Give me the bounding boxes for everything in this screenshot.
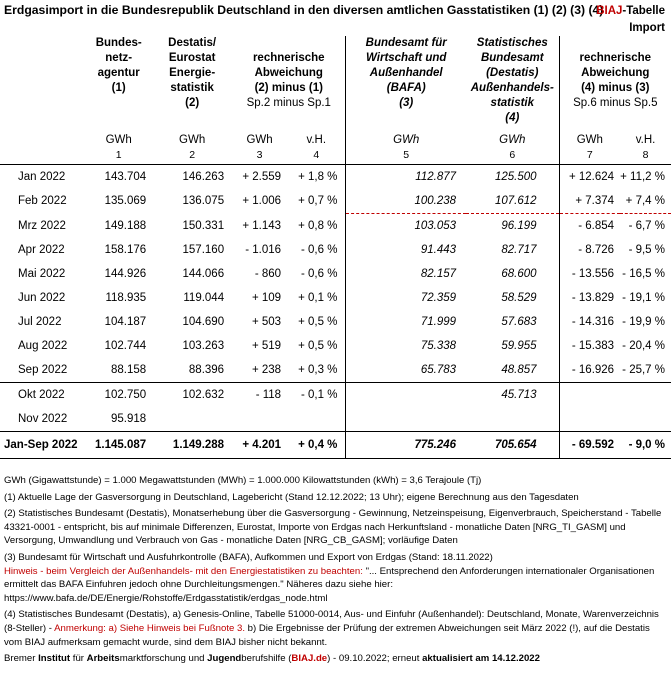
table-row — [0, 383, 671, 408]
cell-col5 — [346, 383, 466, 408]
cell-col4: + 1,8 % — [298, 171, 338, 183]
cell-col3: + 519 — [251, 340, 282, 352]
cell-col3: - 860 — [254, 268, 282, 280]
cell-col6: 82.717 — [501, 244, 537, 256]
row-month: Nov 2022 — [18, 413, 68, 425]
header-col2: Destatis/ Eurostat Energie- statistik (2) — [168, 37, 217, 109]
row-month: Mrz 2022 — [18, 219, 66, 232]
table-row — [0, 334, 671, 358]
colnum-row: 1 2 3 4 5 6 7 8 — [0, 146, 671, 165]
cell-col6: 57.683 — [501, 316, 537, 328]
cell-col2: 150.331 — [182, 219, 225, 232]
cell-col2: 104.690 — [182, 316, 225, 328]
cell-col7: - 14.316 — [559, 310, 620, 334]
cell-col3: - 118 — [232, 383, 287, 408]
cell-col4: + 0,5 % — [298, 340, 338, 352]
note-4-remark: Anmerkung: a) Siehe Hinweis bei Fußnote 3. — [54, 622, 246, 634]
row-month: Sep 2022 — [18, 364, 68, 376]
cell-col6: 96.199 — [501, 220, 537, 232]
footer-link: BIAJ.de — [291, 653, 328, 665]
cell-col7 — [559, 407, 620, 432]
table-row — [0, 407, 671, 432]
unit-6: GWh — [499, 134, 526, 146]
cell-col3: + 2.559 — [242, 171, 282, 183]
cell-col2: 103.263 — [182, 340, 225, 352]
cell-col6: 68.600 — [501, 268, 537, 280]
cell-col8: - 6,7 % — [628, 220, 665, 232]
cell-col2: 88.396 — [188, 364, 225, 376]
table-row — [0, 165, 671, 190]
row-month: Jul 2022 — [18, 316, 62, 328]
cell-col1: 95.918 — [111, 413, 147, 425]
gas-import-table — [0, 36, 671, 459]
cell-col7: + 7.374 — [559, 189, 620, 214]
unit-2: GWh — [179, 134, 206, 146]
header-row — [0, 36, 671, 126]
cell-col6: 59.955 — [501, 340, 537, 352]
cell-col3: + 503 — [251, 316, 282, 328]
cell-col5: 100.238 — [346, 189, 466, 214]
cell-col8: - 19,9 % — [622, 316, 665, 328]
cell-col2: 119.044 — [183, 292, 225, 304]
cell-col6: 125.500 — [494, 171, 537, 183]
cell-col8: + 7,4 % — [620, 189, 671, 214]
cell-col7 — [559, 383, 620, 408]
note-4: (4) Statistisches Bundesamt (Destatis), a) Genesis-Online, Tabelle 51000-0014, Aus- und Einfuhr (Außenhandel): Deutschland, Monate, Warenverzeichnis (8-Steller) - Anmerkung: a) Siehe Hinweis bei Fußnote 3. b) Die Ergebnisse der Prüfung der extremen Abweichungen seit März 2022 (!), auf die Destatis vom BIAJ aufmerksam gemacht wurde, sind dem BIAJ bisher nicht bekannt. — [4, 609, 659, 648]
cell-col6: 45.713 — [466, 383, 559, 408]
cell-col5: 91.443 — [346, 238, 466, 262]
cell-col8: - 9,5 % — [628, 244, 665, 256]
table-row — [0, 238, 671, 262]
cell-col1: 104.187 — [104, 316, 147, 328]
row-month: Mai 2022 — [18, 268, 66, 280]
header-col78: rechnerische Abweichung (4) minus (3) Sp.6 minus Sp.5 — [559, 36, 671, 126]
cell-col8 — [620, 383, 671, 408]
cell-col5: 103.053 — [346, 214, 466, 239]
page-title: Erdgasimport in die Bundesrepublik Deutschland in den diversen amtlichen Gasstatistiken (1) (2) (3) (4) — [4, 3, 604, 17]
cell-col4: - 0,6 % — [300, 244, 338, 256]
cell-col2: 136.075 — [182, 195, 225, 208]
footer-source: Bremer Institut für Arbeitsmarktforschung und Jugendberufshilfe (BIAJ.de) - 09.10.2022; erneut aktualisiert am 14.12.2022 — [4, 653, 540, 665]
cell-col3: + 1.143 — [242, 219, 282, 232]
cell-col7: - 15.383 — [559, 334, 620, 358]
cell-col4: + 0,8 % — [298, 219, 338, 232]
cell-col7: - 8.726 — [559, 238, 620, 262]
cell-col1: 158.176 — [104, 244, 147, 256]
unit-row — [0, 126, 671, 146]
brand-biaj: BIAJ — [596, 5, 623, 17]
row-month: Feb 2022 — [18, 195, 67, 208]
note-unit: GWh (Gigawattstunde) = 1.000 Megawattstunden (MWh) = 1.000.000 Kilowattstunden (kWh) = 3,6 Terajoule (Tj) — [4, 475, 482, 486]
row-month: Aug 2022 — [18, 340, 68, 352]
cell-col1: 88.158 — [111, 364, 147, 376]
footnotes — [4, 474, 666, 669]
note-1: (1) Aktuelle Lage der Gasversorgung in Deutschland, Lagebericht (Stand 12.12.2022; 13 Uhr); eigene Berechnung aus den Tagesdaten — [4, 491, 579, 503]
cell-col4: - 0,6 % — [300, 268, 338, 280]
cell-col6: 107.612 — [466, 189, 559, 214]
cell-col5 — [346, 407, 466, 432]
unit-5: GWh — [346, 126, 466, 146]
cell-col5: 112.877 — [346, 165, 466, 190]
table-row — [0, 214, 671, 239]
sum-label: Jan-Sep 2022 — [0, 432, 85, 459]
cell-col3: + 109 — [251, 292, 282, 304]
unit-1: GWh — [105, 134, 132, 146]
cell-col1: 102.750 — [85, 383, 152, 408]
table-row — [0, 262, 671, 286]
table-row — [0, 189, 671, 214]
sum-row: Jan-Sep 2022 1.145.087 1.149.288 + 4.201 + 0,4 % 775.246 705.654 - 69.592 - 9,0 % — [0, 432, 671, 459]
cell-col7: - 13.556 — [559, 262, 620, 286]
cell-col1: 135.069 — [104, 195, 147, 208]
cell-col6 — [466, 407, 559, 432]
cell-col4: + 0,3 % — [298, 364, 338, 376]
cell-col2: 144.066 — [182, 268, 225, 280]
cell-col7: + 12.624 — [559, 165, 620, 190]
unit-7: GWh — [559, 126, 620, 146]
row-month: Okt 2022 — [0, 383, 85, 408]
cell-col4: + 0,1 % — [298, 292, 338, 304]
cell-col1: 143.704 — [104, 171, 147, 183]
cell-col1: 144.926 — [104, 268, 147, 280]
cell-col2: 157.160 — [182, 244, 225, 256]
cell-col4: + 0,5 % — [298, 316, 338, 328]
note-3-hint: Hinweis - beim Vergleich der Außenhandels- mit den Energiestatistiken zu beachten: — [4, 565, 363, 577]
cell-col8: - 20,4 % — [622, 340, 665, 352]
note-3: (3) Bundesamt für Wirtschaft und Ausfuhrkontrolle (BAFA), Aufkommen und Export von Erdgas (Stand: 18.11.2022) Hinweis - beim Vergleich der Außenhandels- mit den Energiestatistiken zu beachten: "... Entsprechend den Anforderungen internationaler Organisationen ermittelt das BAFA Einfuhren jedoch ohne Durchleitungsmengen." Näheres dazu siehe hier: https://www.bafa.de/DE/Energie/Rohstoffe/Erdgasstatistik/erdgas_node.html — [4, 551, 655, 604]
header-month — [0, 36, 85, 126]
cell-col4 — [287, 407, 346, 432]
unit-4: v.H. — [306, 134, 327, 146]
cell-col2: 146.263 — [182, 171, 225, 183]
cell-col7: - 13.829 — [559, 286, 620, 310]
table-row — [0, 358, 671, 383]
row-month: Jun 2022 — [18, 292, 66, 304]
cell-col5: 71.999 — [346, 310, 466, 334]
cell-col8: - 19,1 % — [622, 292, 665, 304]
cell-col1: 102.744 — [104, 340, 147, 352]
cell-col3: + 238 — [251, 364, 282, 376]
header-col34: rechnerische Abweichung (2) minus (1) Sp.2 minus Sp.1 — [246, 52, 331, 109]
cell-col7: - 16.926 — [559, 358, 620, 383]
cell-col8 — [620, 407, 671, 432]
cell-col5: 72.359 — [346, 286, 466, 310]
cell-col1: 149.188 — [104, 219, 147, 232]
cell-col6: 48.857 — [501, 364, 537, 376]
header-col6: Statistisches Bundesamt (Destatis) Außenhandels- statistik (4) — [470, 37, 554, 124]
cell-col5: 82.157 — [346, 262, 466, 286]
cell-col6: 58.529 — [501, 292, 537, 304]
brand-line2: Import — [629, 22, 665, 34]
cell-col5: 75.338 — [346, 334, 466, 358]
cell-col3: + 1.006 — [242, 195, 282, 208]
row-month: Apr 2022 — [18, 244, 65, 256]
row-month: Jan 2022 — [18, 171, 66, 183]
cell-col4: + 0,7 % — [298, 195, 338, 208]
cell-col8: - 16,5 % — [622, 268, 665, 280]
cell-col5: 65.783 — [346, 358, 466, 383]
table-row — [0, 310, 671, 334]
header-col5: Bundesamt für Wirtschaft und Außenhandel (BAFA) (3) — [346, 36, 466, 126]
unit-8: v.H. — [635, 134, 656, 146]
cell-col3: - 1.016 — [245, 244, 282, 256]
brand-label — [596, 3, 665, 37]
cell-col2: 102.632 — [152, 383, 232, 408]
cell-col2 — [152, 407, 232, 432]
unit-3: GWh — [246, 134, 273, 146]
note-2: (2) Statistisches Bundesamt (Destatis), Monatserhebung über die Gasversorgung - Gewinnung, Netzeinspeisung, Eigenverbrauch, Speicherstand - Tabelle 43321-0001 - entspricht, bis auf minimale Differenzen, Eurostat, Importe von Erdgas nach Herkunftsland - monatliche Daten [NRG_TI_GASM] und Versorgung, Umwandlung und Verbrauch von Gas - monatliche Daten [NRG_CB_GASM]; vorläufige Daten — [4, 508, 662, 547]
table-row — [0, 286, 671, 310]
cell-col3 — [232, 407, 287, 432]
cell-col4: - 0,1 % — [287, 383, 346, 408]
header-col1: Bundes- netz- agentur (1) — [95, 37, 142, 94]
cell-col8: - 25,7 % — [622, 364, 665, 376]
cell-col7: - 6.854 — [559, 214, 620, 239]
cell-col8: + 11,2 % — [620, 171, 665, 183]
brand-suffix: -Tabelle — [622, 5, 665, 17]
cell-col1: 118.935 — [105, 292, 147, 304]
